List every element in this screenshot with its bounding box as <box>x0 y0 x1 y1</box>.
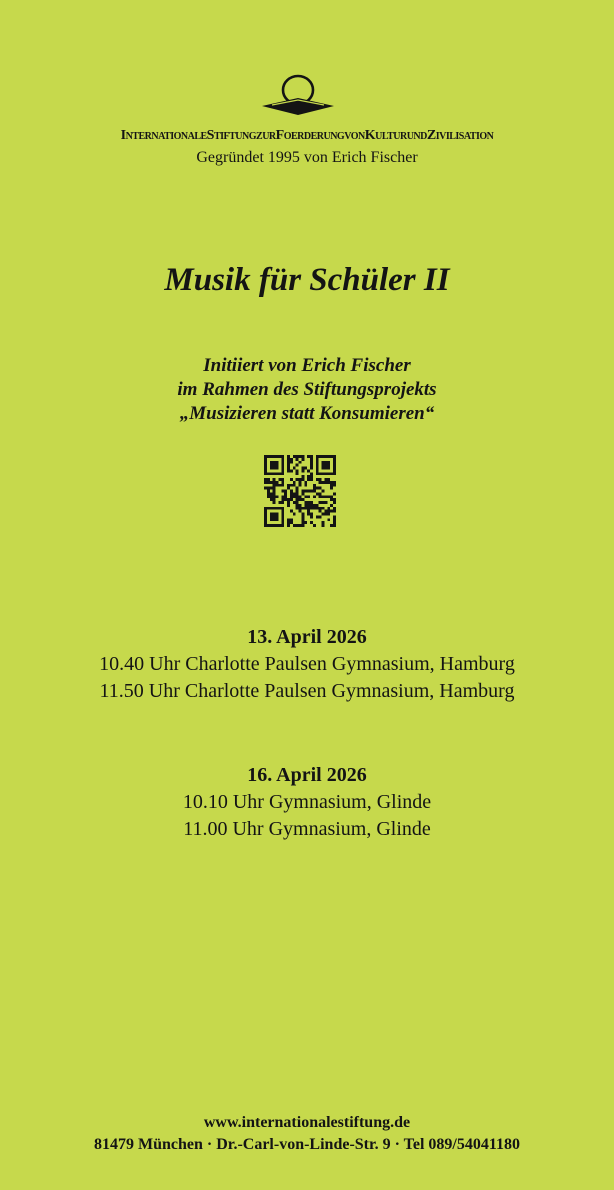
page-title: Musik für Schüler II <box>164 262 450 298</box>
event-slot: 10.40 Uhr Charlotte Paulsen Gymnasium, Hamburg <box>99 653 515 675</box>
footer <box>0 1112 614 1156</box>
address-line: 81479 München · Dr.-Carl-von-Linde-Str. 9 · Tel 089/54041180 <box>94 1136 520 1153</box>
subtitle-block <box>0 354 614 426</box>
subtitle-line: im Rahmen des Stiftungsprojekts <box>177 379 437 400</box>
event-slot: 11.50 Uhr Charlotte Paulsen Gymnasium, Hamburg <box>99 680 515 702</box>
event-date: 13. April 2026 <box>247 626 367 648</box>
event-slot: 10.10 Uhr Gymnasium, Glinde <box>182 791 432 813</box>
subtitle-line: Initiiert von Erich Fischer <box>203 355 411 376</box>
event-block <box>0 762 614 843</box>
globe-on-book-logo <box>258 68 338 120</box>
subtitle-line: „Musizieren statt Konsumieren“ <box>179 403 435 424</box>
website-link[interactable]: www.internationalestiftung.de <box>203 1114 411 1131</box>
organization-name: InternationaleStiftungzurFoerderungvonKulturundZivilisation <box>120 128 494 143</box>
event-block <box>0 624 614 705</box>
qr-code-icon[interactable] <box>264 455 336 527</box>
founded-line: Gegründet 1995 von Erich Fischer <box>196 149 418 166</box>
event-date: 16. April 2026 <box>247 764 367 786</box>
event-slot: 11.00 Uhr Gymnasium, Glinde <box>183 818 431 840</box>
